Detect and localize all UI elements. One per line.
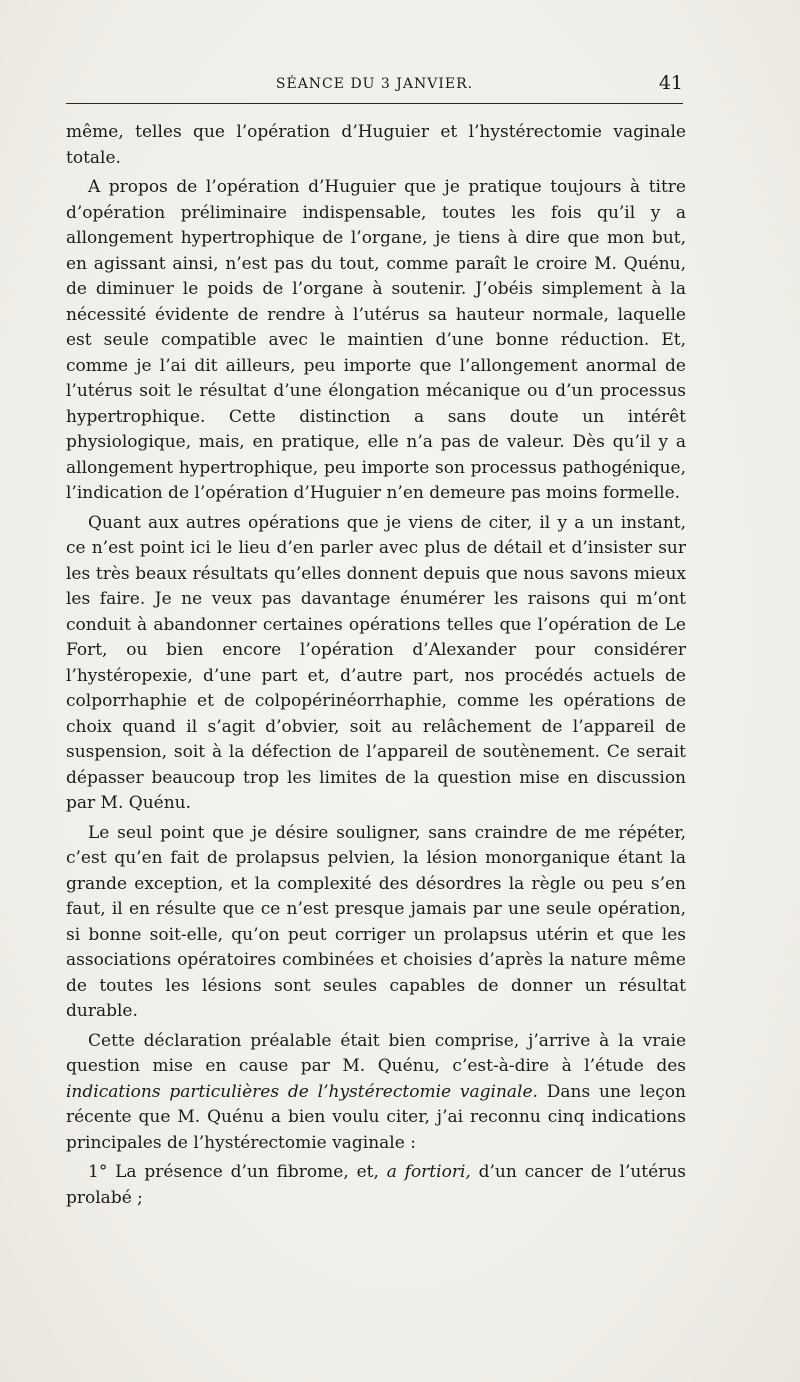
running-title: SÉANCE DU 3 JANVIER. [275,76,474,92]
paragraph [66,1029,686,1157]
paragraph: A propos de l’opération d’Huguier que je pratique toujours à titre d’opération préliminaire indispensable, toutes les fois qu’il y a allongement hypertrophique de l’organe, je tiens à dire que mon but, en agissant ainsi, n’est pas du tout, comme paraît le croire M. Quénu, de diminuer le poids de l’organe à soutenir. J’obéis simplement à la nécessité évidente de rendre à l’utérus sa hauteur normale, laquelle est seule compatible avec le maintien d’une bonne réduction. Et, comme je l’ai dit ailleurs, peu importe que l’allongement anormal de l’utérus soit le résultat d’une élongation mécanique ou d’un processus hypertrophique. Cette distinction a sans doute un intérêt physiologique, mais, en pratique, elle n’a pas de valeur. Dès qu’il y a allongement hypertrophique, peu importe son processus pathogénique, l’indication de l’opération d’Huguier n’en demeure pas moins formelle. [66,177,686,503]
paragraph-text: Dans une leçon récente que M. Quénu a bien voulu citer, j’ai reconnu cinq indications principales de l’hystérectomie vaginale : [66,1081,686,1153]
paragraph: Quant aux autres opérations que je viens de citer, il y a un instant, ce n’est point ici le lieu d’en parler avec plus de détail et d’insister sur les très beaux résultats qu’elles donnent depuis que nous savons mieux les faire. Je ne veux pas davantage énumérer les raisons qui m’ont conduit à abandonner certaines opérations telles que l’opération de Le Fort, ou bien encore l’opération d’Alexander pour considérer l’hystéropexie, d’une part et, d’autre part, nos procédés actuels de colporrhaphie et de colpopérinéorrhaphie, comme les opérations de choix quand il s’agit d’obvier, soit au relâchement de l’appareil de suspension, soit à la défection de l’appareil de soutènement. Ce serait dépasser beaucoup trop les limites de la question mise en discussion par M. Quénu. [66,512,686,813]
body-text [66,120,686,1211]
italic-phrase: indications particulières de l’hystérectomie vaginale. [66,1081,538,1102]
paragraph-continued: même, telles que l’opération d’Huguier et l’hystérectomie vaginale totale. [66,122,686,168]
paragraph: Le seul point que je désire souligner, sans craindre de me répéter, c’est qu’en fait de prolapsus pelvien, la lésion monorganique étant la grande exception, et la complexité des désordres la règle ou peu s’en faut, il en résulte que ce n’est presque jamais par une seule opération, si bonne soit-elle, qu’on peut corriger un prolapsus utérin et que les associations opératoires combinées et choisies d’après la nature même de toutes les lésions sont seules capables de donner un résultat durable. [66,822,686,1021]
page-header [66,72,683,98]
page-number: 41 [658,72,683,94]
paragraph-text: Cette déclaration préalable était bien comprise, j’arrive à la vraie question mise en cause par M. Quénu, c’est-à-dire à l’étude des [66,1030,686,1076]
italic-phrase: a fortiori, [386,1162,471,1182]
paragraph-text: 1° La présence d’un fibrome, et, [88,1162,387,1182]
paragraph [66,1160,686,1211]
paragraph-text: d’un cancer de l’utérus prolabé ; [66,1162,686,1208]
header-rule [66,103,683,104]
